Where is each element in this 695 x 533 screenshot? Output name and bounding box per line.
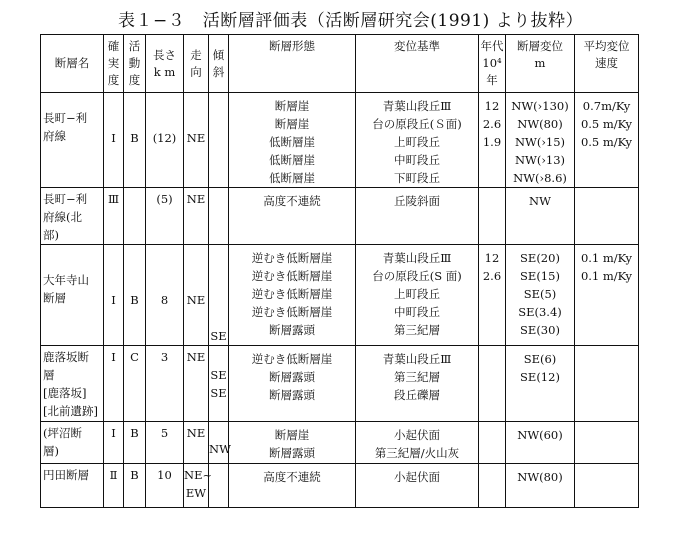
rate-cell [575,346,639,422]
activity-cell-line: C [130,350,139,364]
form-cell-line: 逆むき低断層崖 [251,287,333,301]
age-cell-line: 12 [484,251,500,265]
header-datum-line: 変位基準 [394,39,440,53]
age-cell [479,422,506,464]
fault-name-line: 鹿落坂断 [43,350,89,364]
strike-cell [184,188,209,245]
header-row [41,35,639,93]
header-age-line: 10⁴ [482,56,502,70]
length-cell [146,245,184,346]
form-cell-line: 逆むき低断層崖 [251,251,333,265]
strike-cell-line: NE [186,350,206,364]
table-row [41,346,639,422]
activity-cell [124,245,146,346]
displacement-cell [506,422,575,464]
table-row [41,188,639,245]
fault-name-line: 円田断層 [43,468,89,482]
certainty-cell-line: Ⅲ [107,192,120,206]
rate-cell-line: 0.5 m/Ky [580,117,633,131]
fault-name-line: (坪沼断 [43,426,82,440]
displacement-cell-line: SE(3.4) [518,305,562,319]
datum-cell-line: 中町段丘 [394,153,440,167]
rate-cell [575,245,639,346]
displacement-cell-line: SE(5) [523,287,557,301]
form-cell-line: 高度不連続 [263,194,321,208]
datum-cell-line: 第三紀層 [394,323,440,337]
datum-cell [356,346,479,422]
length-cell [146,422,184,464]
table-body [41,93,639,508]
activity-cell-line: B [130,293,139,307]
displacement-cell-line: NW(›8.6) [513,171,567,185]
certainty-cell [104,188,124,245]
form-cell-line: 低断層崖 [269,171,315,185]
strike-cell-line: EW [185,486,207,500]
displacement-cell [506,188,575,245]
header-certainty-line: 度 [107,73,120,87]
fault-name-line: 府線(北 [43,210,82,224]
datum-cell-line: 台の原段丘(Ｓ面) [372,117,462,131]
displacement-cell-line: NW(›130) [511,99,569,113]
header-strike-line: 走 [190,47,202,62]
datum-cell-line: 上町段丘 [394,135,440,149]
datum-cell [356,188,479,245]
datum-cell [356,464,479,508]
fault-name [41,464,104,508]
header-dip [209,35,229,93]
datum-cell-line: 台の原段丘(S 面) [372,269,462,283]
age-cell-line: 2.6 [482,269,502,283]
datum-cell [356,245,479,346]
length-cell [146,188,184,245]
age-cell [479,93,506,188]
header-age-line: 年 [486,73,498,87]
displacement-cell-line: SE(20) [520,251,560,265]
rate-cell [575,464,639,508]
activity-cell [124,422,146,464]
length-cell-line: (5) [156,192,173,206]
strike-cell-line: NE [186,293,206,307]
header-strike-line: 向 [190,64,202,79]
length-cell-line: 3 [160,350,169,364]
form-cell-line: 断層崖 [274,99,310,113]
datum-cell [356,422,479,464]
age-cell-line: 12 [484,99,500,113]
form-cell-line: 断層露頭 [269,323,315,337]
rate-cell-line: 0.7m/Ky [582,99,631,113]
form-cell [229,422,356,464]
fault-name-line: 層 [43,368,55,382]
header-certainty-line: 確 [107,39,120,53]
rate-cell [575,93,639,188]
activity-cell-line: B [130,131,139,145]
displacement-cell [506,464,575,508]
activity-cell [124,188,146,245]
header-activity-line: 活 [128,39,141,53]
form-cell-line: 断層露頭 [269,370,315,384]
form-cell-line: 高度不連続 [263,470,321,484]
length-cell [146,93,184,188]
activity-cell-line: B [130,426,139,440]
header-name-line: 断層名 [54,56,90,70]
form-cell-line: 低断層崖 [269,153,315,167]
form-cell [229,93,356,188]
header-form [229,35,356,93]
activity-cell [124,346,146,422]
fault-name-line: 断層 [43,291,66,305]
age-cell [479,245,506,346]
strike-cell-line: NE [186,192,206,206]
datum-cell-line: 上町段丘 [394,287,440,301]
header-datum [356,35,479,93]
dip-cell [209,422,229,464]
datum-cell-line: 第三紀層 [394,370,440,384]
header-length [146,35,184,93]
fault-name [41,346,104,422]
displacement-cell-line: NW [529,194,551,208]
table-row [41,464,639,508]
age-cell-line: 1.9 [482,135,502,149]
displacement-cell-line: SE(6) [523,352,557,366]
length-cell-line: (12) [152,131,177,145]
certainty-cell-line: Ⅱ [109,468,118,482]
rate-cell-line: 0.1 m/Ky [580,269,633,283]
header-strike [184,35,209,93]
fault-name-line: 府線 [43,129,66,143]
header-dip-line: 斜 [212,64,225,79]
certainty-cell-line: Ⅰ [111,426,116,440]
header-rate-line: 速度 [595,56,618,70]
header-activity-line: 度 [128,73,141,87]
datum-cell-line: 小起伏面 [394,470,440,484]
fault-name-line: 層) [43,444,59,458]
certainty-cell [104,245,124,346]
datum-cell-line: 青葉山段丘Ⅲ [382,352,452,366]
length-cell-line: 10 [157,468,172,482]
header-activity [124,35,146,93]
age-cell [479,346,506,422]
dip-cell [209,245,229,346]
activity-cell [124,93,146,188]
certainty-cell [104,93,124,188]
rate-cell-line: 0.1 m/Ky [580,251,633,265]
form-cell-line: 断層崖 [274,428,310,442]
header-certainty [104,35,124,93]
age-cell-line: 2.6 [482,117,502,131]
certainty-cell-line: Ⅰ [111,350,116,364]
fault-name-line: [北前遺跡] [43,404,98,418]
displacement-cell-line: NW(80) [517,117,563,131]
header-age [479,35,506,93]
strike-cell [184,464,213,508]
dip-cell [209,93,229,188]
rate-cell [575,422,639,464]
header-activity-line: 動 [128,56,141,70]
strike-cell [184,245,209,346]
datum-cell-line: 下町段丘 [394,171,440,185]
displacement-cell-line: SE(15) [520,269,560,283]
header-disp-line: m [534,56,546,70]
header-rate [575,35,639,93]
form-cell-line: 断層露頭 [269,446,315,460]
displacement-cell [506,346,575,422]
dip-cell-line: NW [209,442,231,456]
header-length-line: 長さ [153,47,176,62]
displacement-cell-line: NW(›15) [514,135,566,149]
displacement-cell [506,245,575,346]
fault-name-line: 長町−利 [43,111,88,125]
strike-cell-line: NE [186,131,206,145]
header-length-line: k m [153,64,176,79]
fault-name-line: 大年寺山 [43,273,89,287]
fault-name-line: 長町−利 [43,192,88,206]
age-cell [479,464,506,508]
rate-cell-line: 0.5 m/Ky [580,135,633,149]
datum-cell-line: 青葉山段丘Ⅲ [382,251,452,265]
datum-cell-line: 丘陵斜面 [394,194,440,208]
fault-name [41,93,104,188]
displacement-cell-line: NW(80) [517,470,563,484]
certainty-cell-line: Ⅰ [111,293,116,307]
form-cell-line: 逆むき低断層崖 [251,352,333,366]
table-title: 表１−３ 活断層評価表（活断層研究会(1991) より抜粋） [118,11,584,31]
fault-evaluation-table [40,34,639,508]
header-certainty-line: 実 [107,56,120,70]
fault-name-line: [鹿落坂] [43,386,87,400]
form-cell-line: 低断層崖 [269,135,315,149]
fault-name [41,422,104,464]
table-row [41,245,639,346]
displacement-cell-line: NW(60) [517,428,563,442]
activity-cell-line: B [130,468,139,482]
fault-name-line: 部) [43,228,59,242]
dip-cell-line: SE [210,386,227,400]
certainty-cell [104,422,124,464]
age-cell [479,188,506,245]
length-cell [146,464,184,508]
form-cell [229,245,356,346]
dip-cell-line: SE [210,329,227,343]
length-cell-line: 5 [160,426,169,440]
strike-cell-line: NE~ [184,468,213,482]
header-rate-line: 平均変位 [583,39,630,53]
table-row [41,93,639,188]
header-disp-line: 断層変位 [517,39,563,53]
activity-cell [124,464,146,508]
form-cell-line: 逆むき低断層崖 [251,269,333,283]
strike-cell-line: NE [186,426,206,440]
form-cell [229,464,356,508]
datum-cell-line: 中町段丘 [394,305,440,319]
form-cell [229,188,356,245]
dip-cell [209,188,229,245]
displacement-cell-line: SE(12) [520,370,560,384]
form-cell-line: 逆むき低断層崖 [251,305,333,319]
header-dip-line: 傾 [212,47,225,62]
header-name [41,35,104,93]
displacement-cell-line: NW(›13) [514,153,566,167]
length-cell [146,346,184,422]
header-displacement [506,35,575,93]
certainty-cell [104,346,124,422]
datum-cell-line: 小起伏面 [394,428,440,442]
certainty-cell [104,464,124,508]
strike-cell [184,422,209,464]
datum-cell-line: 第三紀層/火山灰 [374,446,460,460]
displacement-cell [506,93,575,188]
form-cell [229,346,356,422]
dip-cell [209,346,229,422]
table-row [41,422,639,464]
strike-cell [184,346,209,422]
strike-cell [184,93,209,188]
fault-name [41,188,104,245]
datum-cell-line: 段丘礫層 [394,388,440,402]
header-age-line: 年代 [480,39,504,53]
datum-cell-line: 青葉山段丘Ⅲ [382,99,452,113]
rate-cell [575,188,639,245]
length-cell-line: 8 [160,293,169,307]
form-cell-line: 断層崖 [274,117,310,131]
displacement-cell-line: SE(30) [520,323,560,337]
header-form-line: 断層形態 [269,39,315,53]
datum-cell [356,93,479,188]
fault-name [41,245,104,346]
form-cell-line: 断層露頭 [269,388,315,402]
certainty-cell-line: Ⅰ [111,131,116,145]
dip-cell-line: SE [210,368,227,382]
